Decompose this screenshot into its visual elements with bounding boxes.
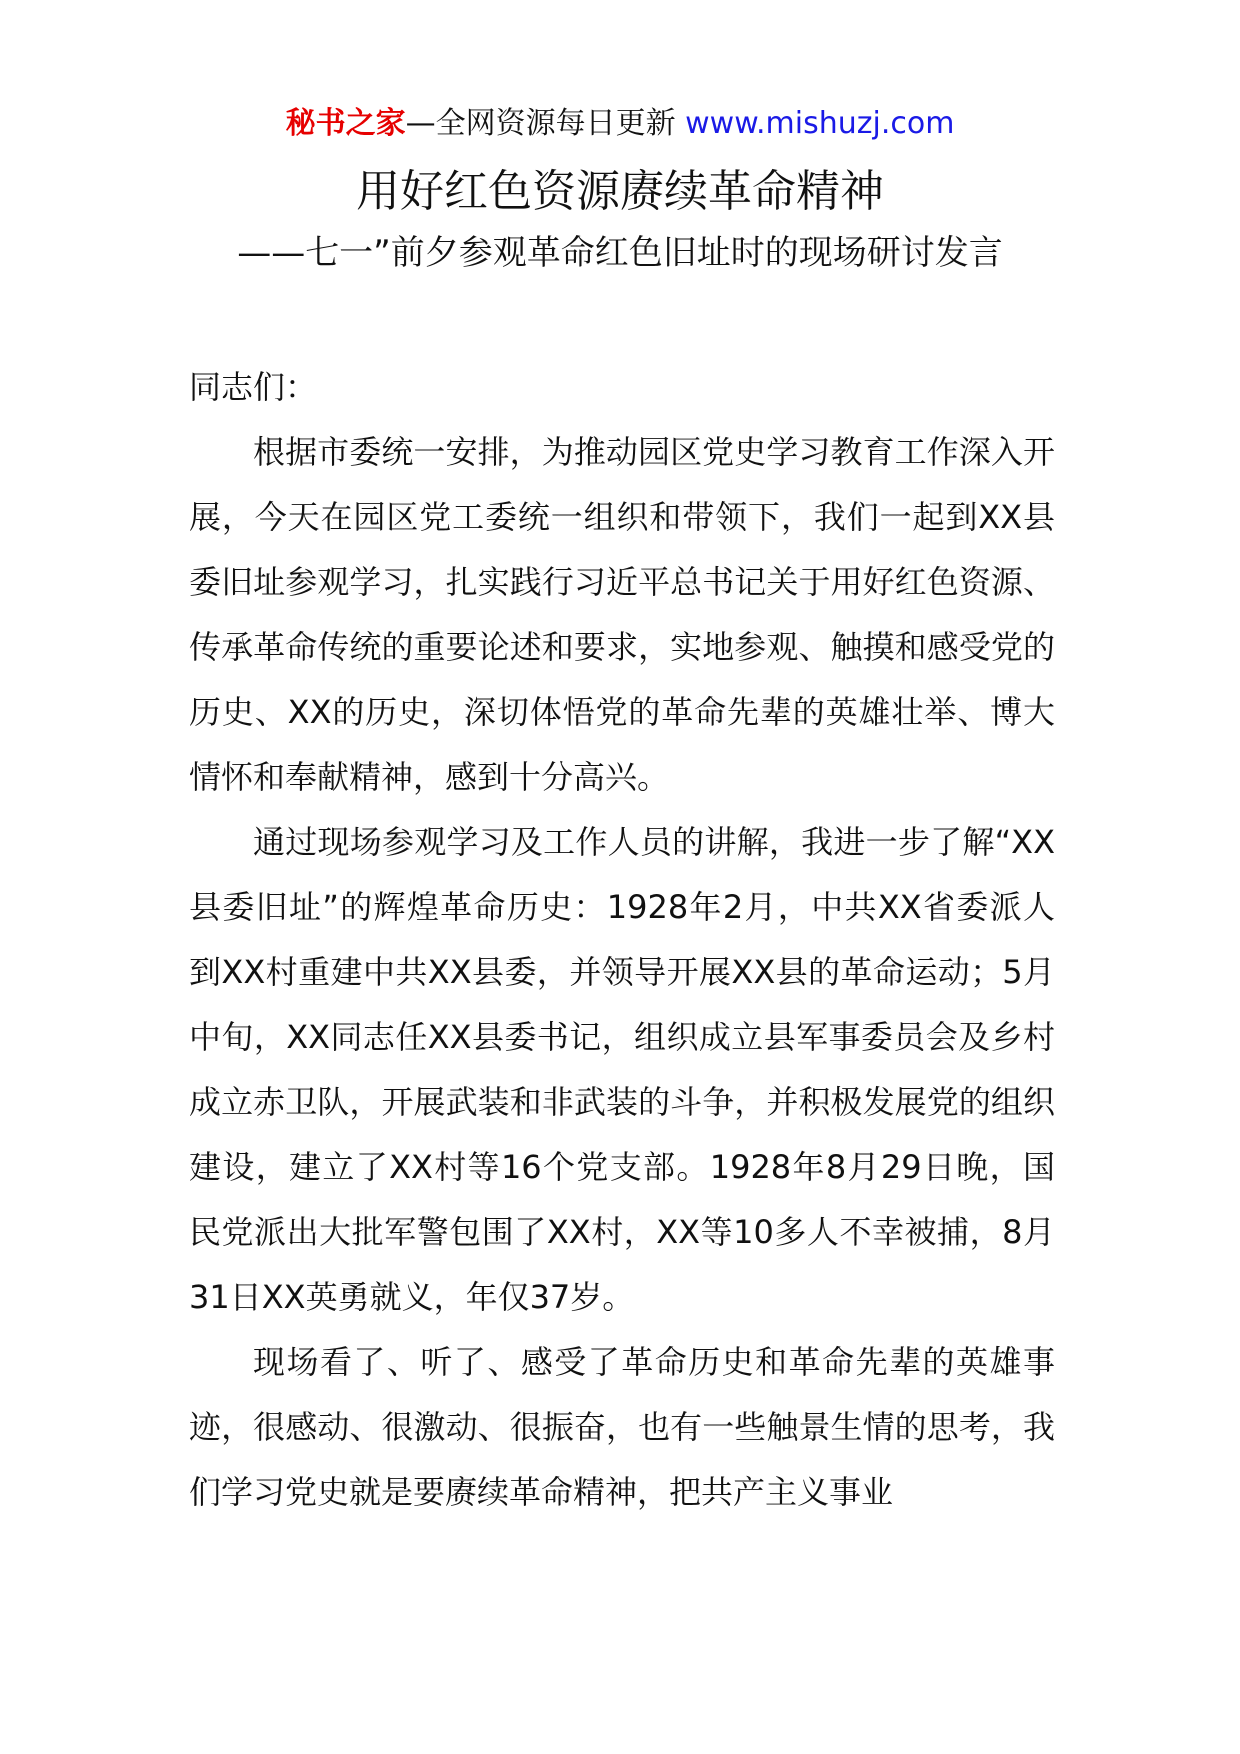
site-brand-name: 秘书之家 [285, 106, 406, 141]
body-paragraph-3: 现场看了、听了、感受了革命历史和革命先辈的英雄事迹，很感动、很激动、很振奋，也有一些触景生情的思考，我们学习党史就是要赓续革命精神，把共产主义事业 [189, 1343, 1055, 1511]
body-paragraph-1: 根据市委统一安排，为推动园区党史学习教育工作深入开展，今天在园区党工委统一组织和带领下，我们一起到XX县委旧址参观学习，扎实践行习近平总书记关于用好红色资源、传承革命传统的重要论述和要求，实地参观、触摸和感受党的历史、XX的历史，深切体悟党的革命先辈的英雄壮举、博大情怀和奉献精神，感到十分高兴。 [189, 433, 1055, 796]
document-body [189, 355, 1055, 1525]
salutation: 同志们： [189, 368, 318, 406]
site-tagline: —全网资源每日更新 [405, 106, 686, 141]
document-subtitle: ——七一”前夕参观革命红色旧址时的现场研讨发言 [237, 233, 1003, 273]
site-url-link[interactable]: www.mishuzj.com [685, 106, 955, 141]
site-header-banner [0, 100, 1240, 148]
body-paragraph-2: 通过现场参观学习及工作人员的讲解，我进一步了解“XX县委旧址”的辉煌革命历史：1928年2月，中共XX省委派人到XX村重建中共XX县委，并领导开展XX县的革命运动；5月中旬，XX同志任XX县委书记，组织成立县军事委员会及乡村成立赤卫队，开展武装和非武装的斗争，并积极发展党的组织建设，建立了XX村等16个党支部。1928年8月29日晚，国民党派出大批军警包围了XX村，XX等10多人不幸被捕，8月31日XX英勇就义，年仅37岁。 [189, 823, 1055, 1316]
document-title: 用好红色资源赓续革命精神 [356, 166, 884, 217]
